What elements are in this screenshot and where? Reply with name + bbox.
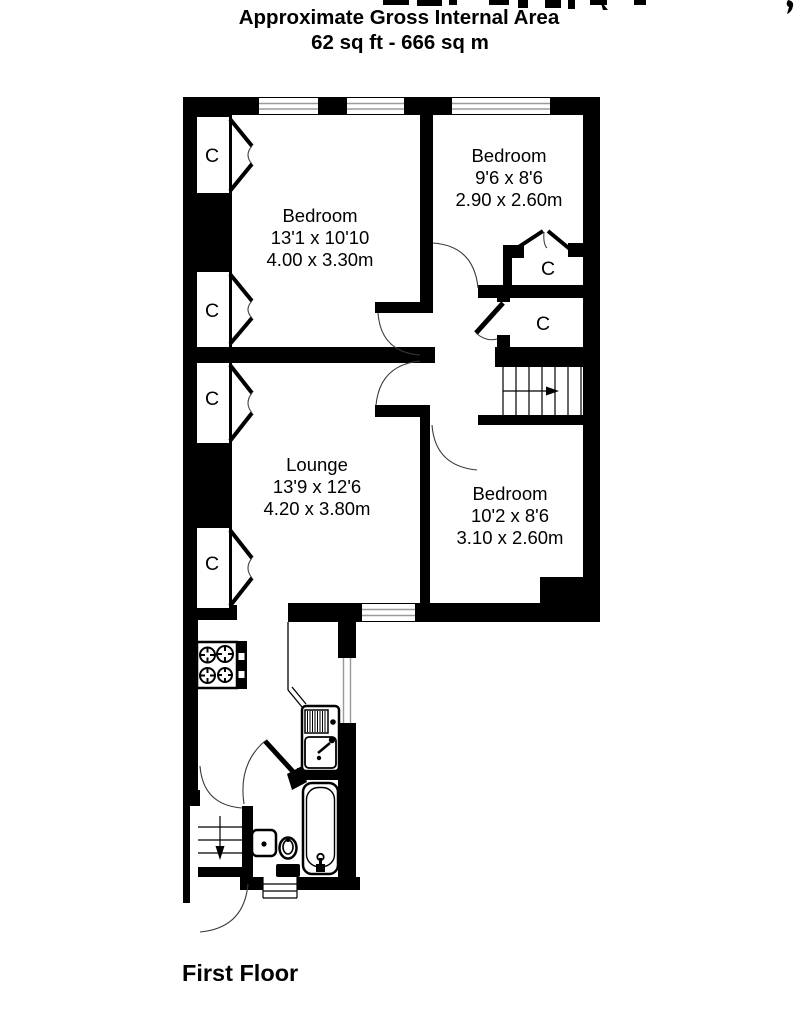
header-line2: 62 sq ft - 666 sq m [311,31,489,54]
room-name: Bedroom [472,483,548,504]
header-line1: Approximate Gross Internal Area [238,6,560,29]
closet-label: C [540,258,556,280]
wall-main-bottom [288,603,600,622]
wall-bed1-door [375,302,433,313]
closet-label: C [204,300,220,322]
room-imperial: 13'1 x 10'10 [270,227,370,248]
window [362,604,415,621]
wall-stub [497,287,510,302]
outside-steps [263,877,297,898]
bedroom-1-label [267,205,374,270]
closet-label: C [204,388,220,410]
entry-door-arc [200,884,248,932]
bedroom3-door-arc [432,425,477,470]
wall-lounge-bed3-divider [420,417,430,605]
room-labels [264,145,564,548]
kitchen-sink-icon [302,706,339,771]
lounge-door-arc [376,361,420,405]
bathtub-icon [303,783,338,874]
bedroom-3-label [457,483,564,548]
wall-bed2-bottom [478,285,600,298]
room-metric: 2.90 x 2.60m [455,189,563,210]
window [259,98,318,114]
wall-stub [497,335,510,347]
room-metric: 4.00 x 3.30m [266,249,374,270]
bedroom2-door-arc [433,243,478,288]
closet-door [230,365,252,441]
wall-stairs-top [495,347,600,367]
room-name: Bedroom [471,145,547,166]
wall-wing-bottom [252,877,263,890]
chimney-block [540,577,583,605]
window [338,658,356,723]
bedroom-2-label [456,145,563,210]
header [239,6,560,54]
bathroom-door [243,741,297,804]
wall-wing-left-lower [183,806,190,903]
closet-label: C [204,553,220,575]
toilet-icon [276,838,300,878]
room-imperial: 9'6 x 8'6 [475,167,543,188]
closet-label: C [535,313,551,335]
closet-door [230,274,252,344]
room-imperial: 10'2 x 8'6 [470,505,550,526]
kitchen-lobby-door-arc [200,766,242,808]
room-metric: 3.10 x 2.60m [456,527,564,548]
window [452,98,550,114]
closet-label: C [204,145,220,167]
closet-door [230,119,252,191]
window [347,98,404,114]
stove-icon [197,641,247,689]
room-imperial: 13'9 x 12'6 [272,476,362,497]
floor-title: First Floor [182,960,299,986]
entry-stairs [198,816,242,860]
landing-stairs [503,367,581,415]
kitchen-partition [288,622,306,707]
wall-bed1-lounge-divider [183,347,435,363]
room-metric: 4.20 x 3.80m [263,498,371,519]
lounge-label [264,454,371,519]
room-name: Lounge [286,454,348,475]
stairs-arrow-right-icon [546,387,559,396]
closet-door [230,530,252,606]
wall-lounge-door [375,405,430,417]
wall-stairs-bottom [478,415,600,425]
closetB-door [476,303,503,340]
room-name: Bedroom [282,205,358,226]
wall-jamb [187,790,200,806]
wall-bed1-bed2-divider [420,115,433,313]
